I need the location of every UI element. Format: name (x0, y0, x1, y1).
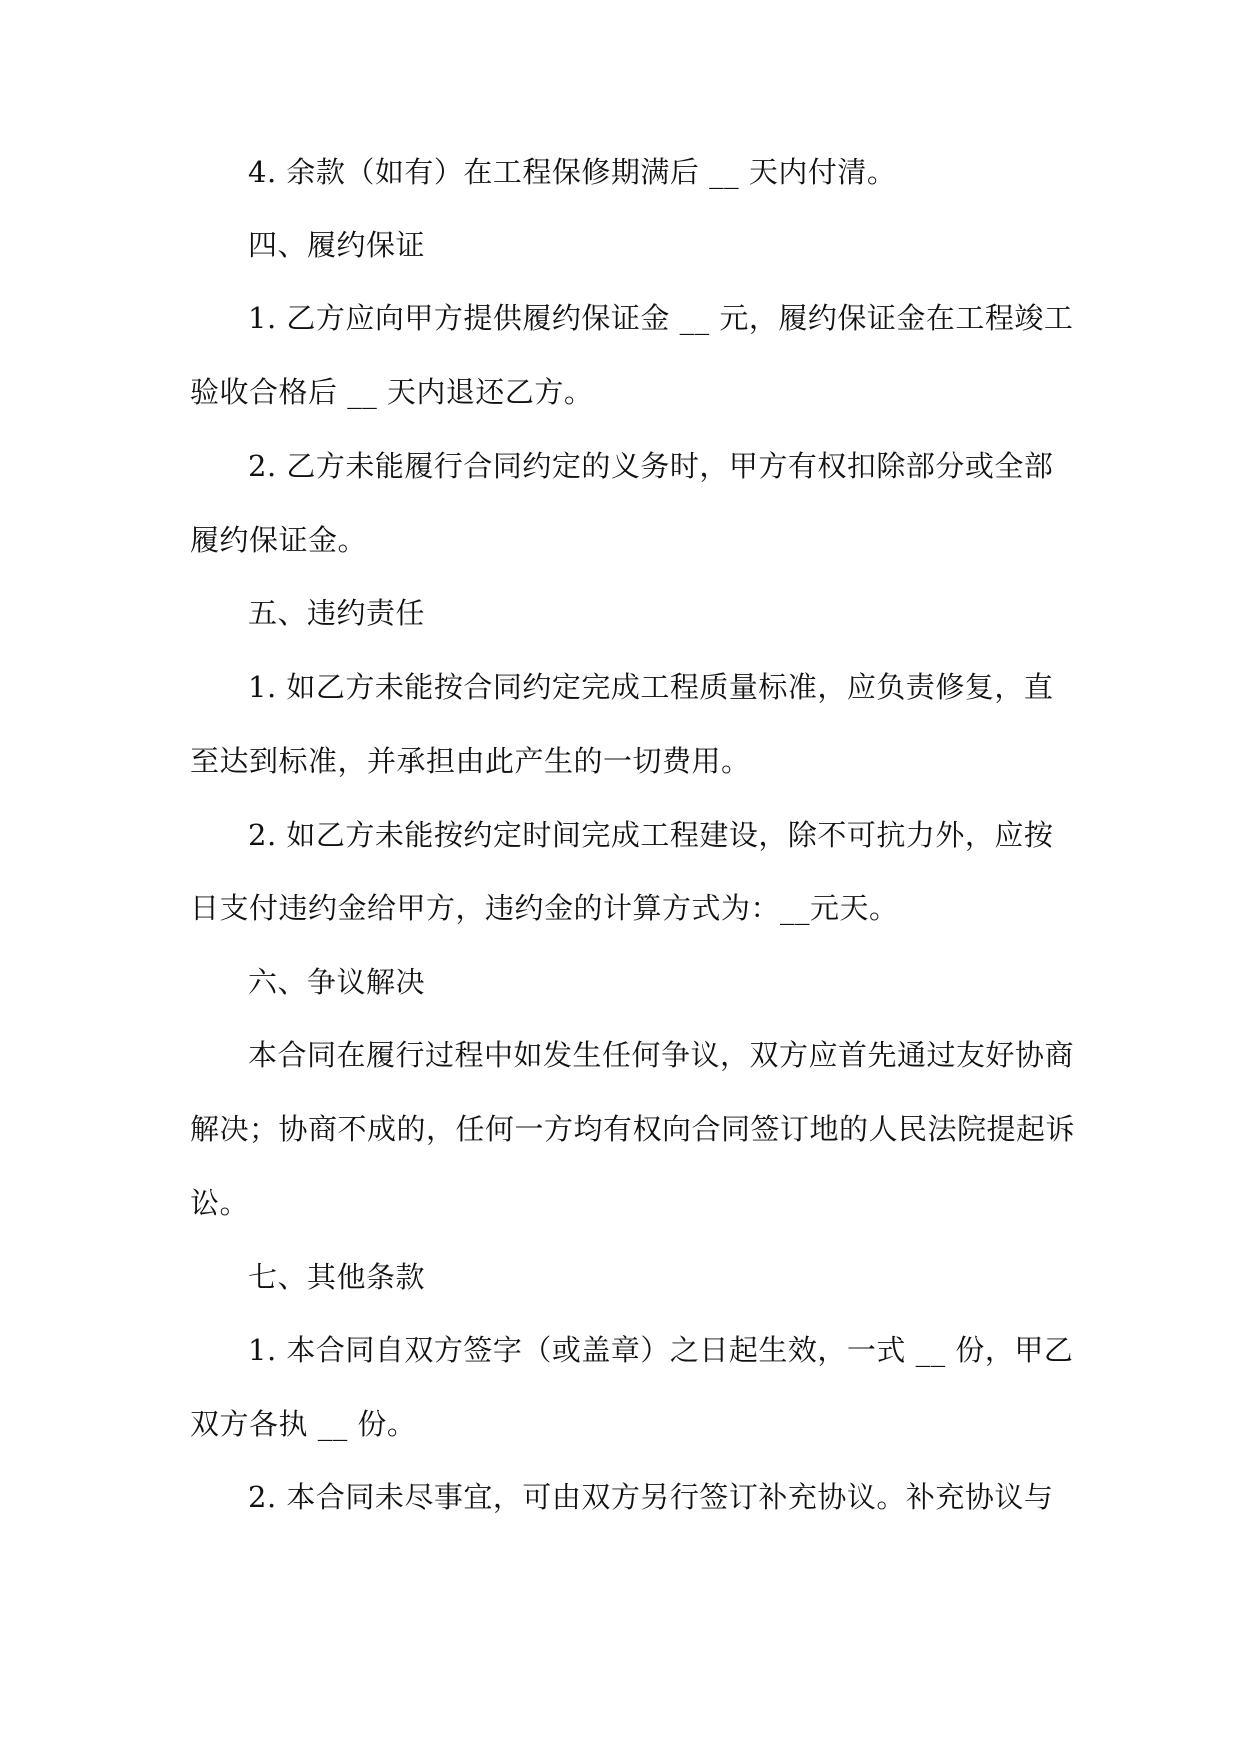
clause-1-bond-line-2: 验收合格后 __ 天内退还乙方。 (190, 375, 594, 409)
clause-2-breach-line-1: 2. 如乙方未能按约定时间完成工程建设，除不可抗力外，应按 (248, 818, 1054, 852)
dispute-paragraph-line-2: 解决；协商不成的，任何一方均有权向合同签订地的人民法院提起诉 (190, 1112, 1076, 1146)
dispute-paragraph-line-1: 本合同在履行过程中如发生任何争议，双方应首先通过友好协商 (248, 1038, 1075, 1072)
clause-2-bond-line-1: 2. 乙方未能履行合同约定的义务时，甲方有权扣除部分或全部 (248, 449, 1054, 483)
clause-2-bond-line-2: 履约保证金。 (190, 523, 368, 557)
section-heading-breach-liability: 五、违约责任 (248, 596, 426, 630)
section-heading-other-terms: 七、其他条款 (248, 1260, 426, 1294)
clause-1-other-line-2: 双方各执 __ 份。 (190, 1407, 417, 1441)
clause-1-breach-line-1: 1. 如乙方未能按合同约定完成工程质量标准，应负责修复，直 (248, 670, 1054, 704)
section-heading-performance-bond: 四、履约保证 (248, 228, 426, 262)
dispute-paragraph-line-3: 讼。 (190, 1186, 250, 1220)
clause-1-bond-line-1: 1. 乙方应向甲方提供履约保证金 __ 元，履约保证金在工程竣工 (248, 301, 1074, 335)
clause-1-breach-line-2: 至达到标准，并承担由此产生的一切费用。 (190, 744, 751, 778)
clause-1-other-line-1: 1. 本合同自双方签字（或盖章）之日起生效，一式 __ 份，甲乙 (248, 1333, 1074, 1367)
section-heading-dispute-resolution: 六、争议解决 (248, 965, 426, 999)
clause-2-other-line-1: 2. 本合同未尽事宜，可由双方另行签订补充协议。补充协议与 (248, 1480, 1054, 1514)
clause-2-breach-line-2: 日支付违约金给甲方，违约金的计算方式为：__元天。 (190, 891, 899, 925)
clause-4-balance-payment: 4. 余款（如有）在工程保修期满后 __ 天内付清。 (248, 155, 897, 189)
